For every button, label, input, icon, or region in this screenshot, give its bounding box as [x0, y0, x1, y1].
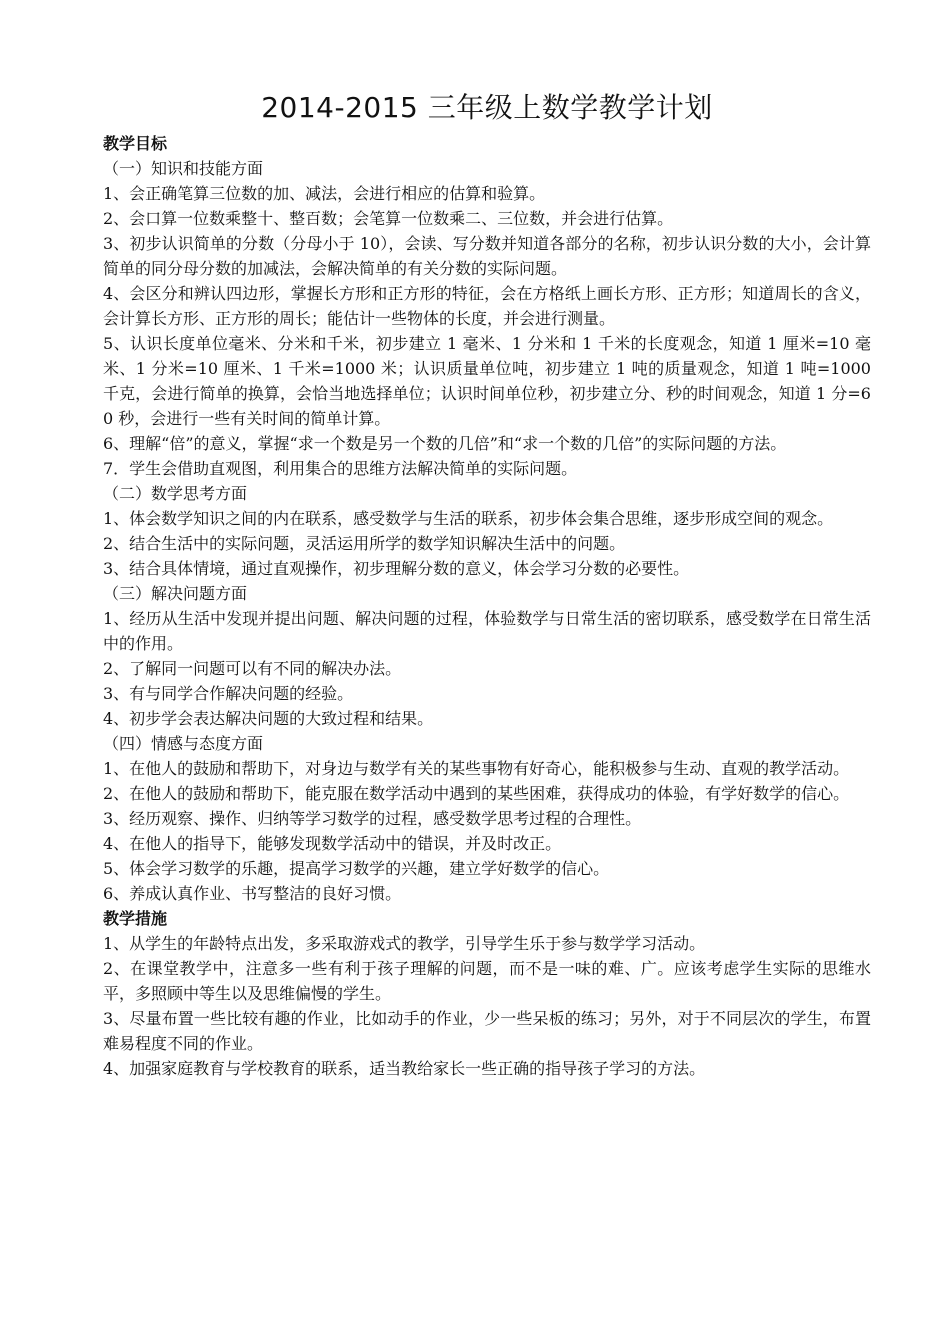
list-item: 4、初步学会表达解决问题的大致过程和结果。	[103, 709, 434, 728]
list-item: 2、在他人的鼓励和帮助下，能克服在数学活动中遇到的某些困难，获得成功的体验，有学好数学的信心。	[103, 784, 850, 803]
list-item: 3、有与同学合作解决问题的经验。	[103, 684, 354, 703]
goals-subsection-thinking	[103, 481, 871, 581]
list-item: 4、在他人的指导下，能够发现数学活动中的错误，并及时改正。	[103, 834, 562, 853]
list-item: 3、结合具体情境，通过直观操作，初步理解分数的意义，体会学习分数的必要性。	[103, 559, 690, 578]
measures-heading: 教学措施	[103, 909, 168, 928]
list-item: 3、尽量布置一些比较有趣的作业，比如动手的作业，少一些呆板的练习；另外，对于不同层次的学生，布置难易程度不同的作业。	[103, 1009, 871, 1053]
subsection-label: （二）数学思考方面	[103, 484, 248, 503]
list-item: 4、会区分和辨认四边形，掌握长方形和正方形的特征，会在方格纸上画长方形、正方形；知道周长的含义，会计算长方形、正方形的周长；能估计一些物体的长度，并会进行测量。	[103, 284, 871, 328]
goals-subsection-problem-solving	[103, 581, 871, 731]
goals-subsection-attitude	[103, 731, 871, 906]
list-item: 5、体会学习数学的乐趣，提高学习数学的兴趣，建立学好数学的信心。	[103, 859, 610, 878]
list-item: 2、了解同一问题可以有不同的解决办法。	[103, 659, 402, 678]
measures-section	[103, 906, 871, 1081]
list-item: 1、体会数学知识之间的内在联系，感受数学与生活的联系，初步体会集合思维，逐步形成空间的观念。	[103, 509, 834, 528]
list-item: 5、认识长度单位毫米、分米和千米，初步建立 1 毫米、1 分米和 1 千米的长度观念，知道 1 厘米=10 毫米、1 分米=10 厘米、1 千米=1000 米；认识质量单位吨，初步建立 1 吨的质量观念，知道 1 吨=1000 千克，会进行简单的换算，会恰当地选择单位；认识时间单位秒，初步建立分、秒的时间观念，知道 1 分=60 秒，会进行一些有关时间的简单计算。	[103, 334, 871, 428]
list-item: 2、结合生活中的实际问题，灵活运用所学的数学知识解决生活中的问题。	[103, 534, 626, 553]
subsection-label: （四）情感与态度方面	[103, 734, 264, 753]
list-item: 3、经历观察、操作、归纳等学习数学的过程，感受数学思考过程的合理性。	[103, 809, 642, 828]
goals-section	[103, 131, 871, 906]
document-title: 2014-2015 三年级上数学教学计划	[261, 91, 713, 124]
list-item: 1、在他人的鼓励和帮助下，对身边与数学有关的某些事物有好奇心，能积极参与生动、直观的教学活动。	[103, 759, 850, 778]
list-item: 1、经历从生活中发现并提出问题、解决问题的过程，体验数学与日常生活的密切联系，感受数学在日常生活中的作用。	[103, 609, 871, 653]
list-item: 2、在课堂教学中，注意多一些有利于孩子理解的问题，而不是一味的难、广。应该考虑学生实际的思维水平，多照顾中等生以及思维偏慢的学生。	[103, 959, 871, 1003]
list-item: 2、会口算一位数乘整十、整百数；会笔算一位数乘二、三位数，并会进行估算。	[103, 209, 674, 228]
list-item: 6、养成认真作业、书写整洁的良好习惯。	[103, 884, 402, 903]
goals-subsection-knowledge	[103, 156, 871, 481]
list-item: 6、理解“倍”的意义，掌握“求一个数是另一个数的几倍”和“求一个数的几倍”的实际问题的方法。	[103, 434, 787, 453]
document-page	[103, 88, 871, 1081]
list-item: 1、从学生的年龄特点出发，多采取游戏式的教学，引导学生乐于参与数学学习活动。	[103, 934, 706, 953]
list-item: 1、会正确笔算三位数的加、减法，会进行相应的估算和验算。	[103, 184, 546, 203]
goals-heading: 教学目标	[103, 134, 168, 153]
list-item: 7．学生会借助直观图，利用集合的思维方法解决简单的实际问题。	[103, 459, 578, 478]
subsection-label: （一）知识和技能方面	[103, 159, 264, 178]
list-item: 4、加强家庭教育与学校教育的联系，适当教给家长一些正确的指导孩子学习的方法。	[103, 1059, 706, 1078]
subsection-label: （三）解决问题方面	[103, 584, 248, 603]
list-item: 3、初步认识简单的分数（分母小于 10），会读、写分数并知道各部分的名称，初步认识分数的大小，会计算简单的同分母分数的加减法，会解决简单的有关分数的实际问题。	[103, 234, 871, 278]
